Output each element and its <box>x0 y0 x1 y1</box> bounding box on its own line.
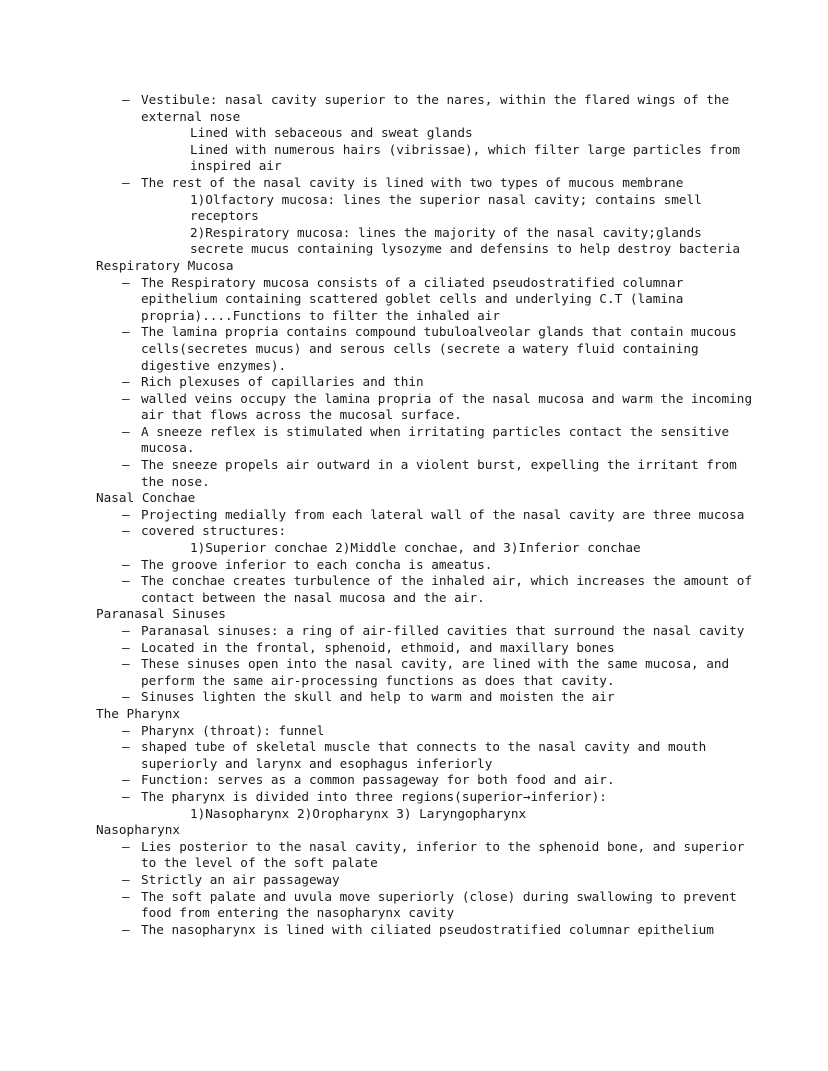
bullet-marker-icon: – <box>122 92 130 107</box>
bullet-text: The conchae creates turbulence of the inhaled air, which increases the amount of contact between the nasal mucosa and the air. <box>141 573 760 605</box>
bullet-marker-icon: – <box>122 623 130 638</box>
heading-paranasal-sinuses: Paranasal Sinuses <box>96 606 226 622</box>
subline-sebaceous-sweat-glands: Lined with sebaceous and sweat glands <box>190 125 473 141</box>
bullet-conchae-turbulence <box>96 573 760 606</box>
bullet-marker-icon: – <box>122 556 130 572</box>
subline-respiratory-mucosa: 2)Respiratory mucosa: lines the majority of the nasal cavity;glands secrete mucus containing lysozyme and defensins to help destroy bacteria <box>190 224 740 257</box>
subline-conchae-list: 1)Superior conchae 2)Middle conchae, and 3)Inferior conchae <box>190 540 641 556</box>
bullet-text: Vestibule: nasal cavity superior to the nares, within the flared wings of the external nose <box>141 92 737 124</box>
bullet-text: walled veins occupy the lamina propria of the nasal mucosa and warm the incoming air that flows across the mucosal surface. <box>141 390 760 423</box>
subline-pharynx-regions-list: 1)Nasopharynx 2)Oropharynx 3) Laryngopharynx <box>190 805 527 821</box>
bullet-strictly-air-passageway <box>96 872 756 889</box>
bullet-soft-palate-uvula <box>96 889 756 922</box>
bullet-marker-icon: – <box>122 506 130 522</box>
bullet-sneeze-propels <box>96 457 756 490</box>
bullet-text: Lies posterior to the nasal cavity, inferior to the sphenoid bone, and superior to the level of the soft palate <box>141 838 753 871</box>
bullet-text: shaped tube of skeletal muscle that connects to the nasal cavity and mouth superiorly and larynx and esophagus inferiorly <box>141 739 714 771</box>
bullet-text: A sneeze reflex is stimulated when irritating particles contact the sensitive mucosa. <box>141 423 737 456</box>
bullet-text: covered structures: <box>141 523 287 539</box>
bullet-text: Paranasal sinuses: a ring of air-filled cavities that surround the nasal cavity <box>141 623 745 638</box>
bullet-sinus-locations <box>96 640 756 657</box>
bullet-marker-icon: – <box>122 324 130 340</box>
bullet-marker-icon: – <box>122 639 130 655</box>
bullet-marker-icon: – <box>122 390 130 406</box>
bullet-sinuses-lighten-skull <box>96 689 756 706</box>
bullet-text: The rest of the nasal cavity is lined with two types of mucous membrane <box>141 174 684 190</box>
bullet-nasopharynx-position <box>96 839 756 872</box>
bullet-pharynx-three-regions <box>96 789 756 806</box>
bullet-marker-icon: – <box>122 722 130 738</box>
bullet-marker-icon: – <box>122 921 130 937</box>
heading-nasopharynx: Nasopharynx <box>96 822 181 838</box>
bullet-marker-icon: – <box>122 838 130 854</box>
bullet-text: The sneeze propels air outward in a violent burst, expelling the irritant from the nose. <box>141 457 745 489</box>
bullet-text: Sinuses lighten the skull and help to warm and moisten the air <box>141 689 615 705</box>
heading-the-pharynx: The Pharynx <box>96 705 181 721</box>
bullet-marker-icon: – <box>122 656 130 672</box>
bullet-text: These sinuses open into the nasal cavity, are lined with the same mucosa, and perform the same air-processing functions as does that cavity. <box>141 656 737 688</box>
bullet-text: Projecting medially from each lateral wall of the nasal cavity are three mucosa <box>141 506 745 522</box>
bullet-text: The pharynx is divided into three regions(superior→inferior): <box>141 788 607 804</box>
bullet-text: The groove inferior to each concha is ameatus. <box>141 556 493 572</box>
subline-vibrissae: Lined with numerous hairs (vibrissae), which filter large particles from inspired air <box>190 141 748 174</box>
bullet-text: The lamina propria contains compound tubuloalveolar glands that contain mucous cells(secretes mucus) and serous cells (secrete a watery fluid containing digestive enzymes). <box>141 324 745 373</box>
subline-olfactory-mucosa: 1)Olfactory mucosa: lines the superior nasal cavity; contains smell receptors <box>190 191 710 224</box>
bullet-marker-icon: – <box>122 888 130 904</box>
bullet-groove-meatus <box>96 557 756 574</box>
bullet-rest-of-nasal-cavity <box>96 175 756 192</box>
bullet-marker-icon: – <box>122 457 130 473</box>
bullet-sinuses-open-into <box>96 656 756 689</box>
bullet-vestibule <box>96 92 756 125</box>
bullet-text: Rich plexuses of capillaries and thin <box>141 374 424 390</box>
bullet-marker-icon: – <box>122 374 130 390</box>
document-body <box>96 92 760 938</box>
heading-respiratory-mucosa: Respiratory Mucosa <box>96 257 234 273</box>
bullet-marker-icon: – <box>122 573 130 589</box>
bullet-marker-icon: – <box>122 871 130 887</box>
bullet-projecting-medially <box>96 507 756 524</box>
bullet-sneeze-reflex <box>96 424 756 457</box>
bullet-text: The Respiratory mucosa consists of a ciliated pseudostratified columnar epithelium containing scattered goblet cells and underlying C.T (lamina propria)....Functions to filter the inhaled air <box>141 274 691 323</box>
bullet-text: Located in the frontal, sphenoid, ethmoid, and maxillary bones <box>141 639 615 655</box>
heading-nasal-conchae: Nasal Conchae <box>96 490 196 506</box>
bullet-marker-icon: – <box>122 689 130 705</box>
bullet-marker-icon: – <box>122 788 130 804</box>
bullet-text: The soft palate and uvula move superiorly (close) during swallowing to prevent food from entering the nasopharynx cavity <box>141 888 745 921</box>
bullet-paranasal-sinuses-ring <box>96 623 756 640</box>
bullet-text: Strictly an air passageway <box>141 871 340 887</box>
bullet-shaped-tube <box>96 739 756 772</box>
bullet-pharynx-function <box>96 772 756 789</box>
bullet-marker-icon: – <box>122 772 130 788</box>
bullet-walled-veins <box>96 390 760 424</box>
bullet-pharynx-throat-funnel <box>96 723 756 740</box>
bullet-text: Pharynx (throat): funnel <box>141 722 325 738</box>
bullet-marker-icon: – <box>122 523 130 539</box>
bullet-marker-icon: – <box>122 274 130 290</box>
bullet-lamina-propria-glands <box>96 324 756 374</box>
bullet-text: The nasopharynx is lined with ciliated pseudostratified columnar epithelium <box>141 921 714 937</box>
bullet-covered-structures <box>96 523 756 540</box>
bullet-marker-icon: – <box>122 423 130 439</box>
bullet-rich-plexuses <box>96 374 756 391</box>
bullet-marker-icon: – <box>122 174 130 190</box>
bullet-text: Function: serves as a common passageway for both food and air. <box>141 772 615 788</box>
bullet-marker-icon: – <box>122 739 130 755</box>
bullet-respiratory-mucosa-consists <box>96 275 756 325</box>
bullet-nasopharynx-epithelium <box>96 922 756 939</box>
